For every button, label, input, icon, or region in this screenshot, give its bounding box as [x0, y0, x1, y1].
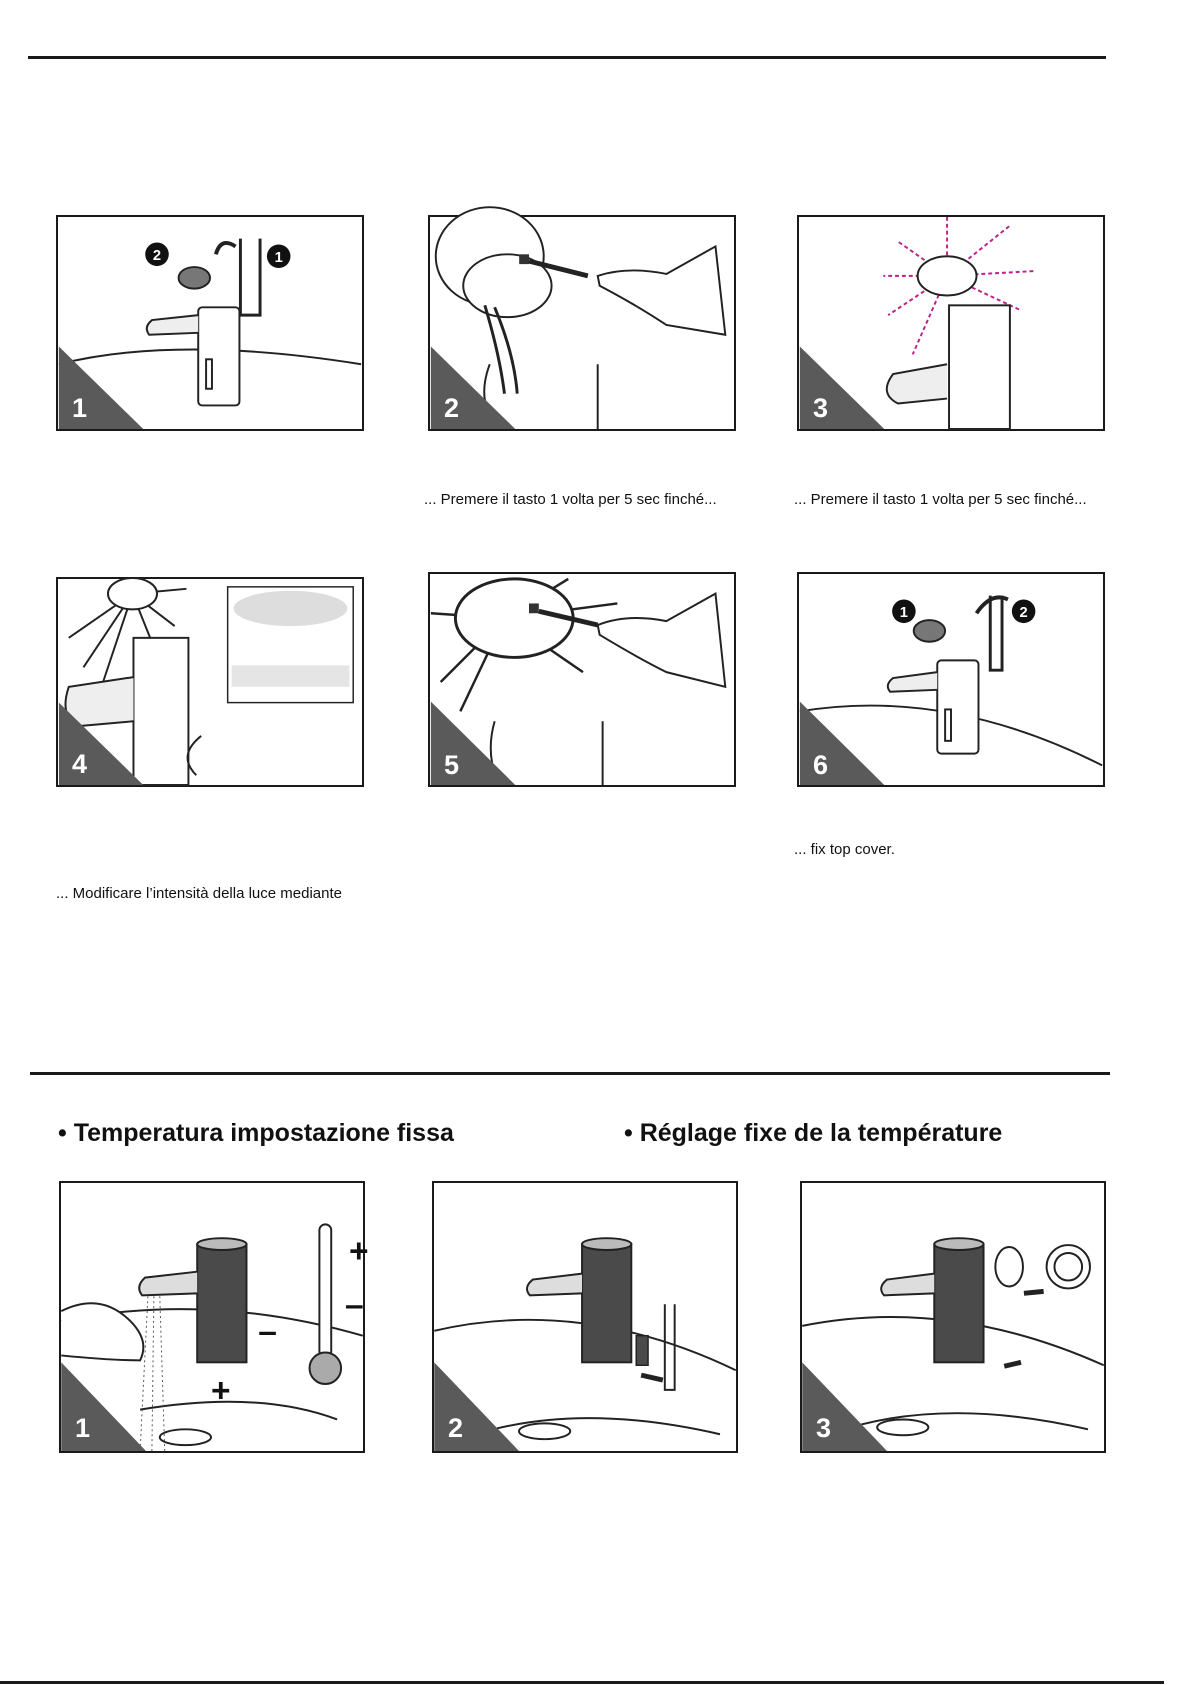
step-number: 1 [72, 393, 88, 423]
adjust-temperature-illustration [61, 1183, 369, 1451]
temp-step-panel-1 [59, 1181, 369, 1453]
step-panel-1 [56, 215, 364, 431]
press-button-confirm-illustration [430, 574, 734, 785]
section-rule [30, 1072, 1110, 1075]
step-3-caption: ... Premere il tasto 1 volta per 5 sec finché... [794, 491, 1087, 508]
minus-sign: – [345, 1287, 364, 1325]
insert-cartridge-illustration [802, 1183, 1104, 1451]
step-number: 5 [444, 750, 460, 780]
minus-sign: – [258, 1313, 277, 1351]
temp-step-panel-3 [800, 1181, 1106, 1453]
step-2-caption: ... Premere il tasto 1 volta per 5 sec finché... [424, 491, 717, 508]
step-number: 3 [813, 393, 829, 423]
step-number: 4 [72, 749, 88, 779]
plus-sign: + [348, 1232, 369, 1270]
temp-step-panel-2 [432, 1181, 738, 1453]
light-intensity-illustration [58, 579, 362, 785]
callout-2-label: 2 [1019, 605, 1028, 622]
step-number: 2 [448, 1413, 464, 1443]
led-flashing-illustration [799, 217, 1103, 429]
bottom-rule [0, 1681, 1164, 1684]
press-button-illustration [430, 217, 734, 429]
step-panel-6 [797, 572, 1105, 787]
step-panel-3 [797, 215, 1105, 431]
remove-cartridge-illustration [434, 1183, 736, 1451]
step-panel-5 [428, 572, 736, 787]
step-number: 1 [75, 1413, 91, 1443]
plus-sign: + [211, 1372, 231, 1410]
callout-1-label: 1 [899, 605, 908, 622]
section-heading-french: • Réglage fixe de la température [624, 1119, 1003, 1147]
callout-1-label: 1 [274, 250, 283, 267]
section-heading-italian: • Temperatura impostazione fissa [58, 1119, 454, 1147]
fix-top-cover-illustration [799, 574, 1103, 785]
step-panel-4 [56, 577, 364, 787]
step-number: 6 [813, 750, 829, 780]
top-rule [28, 56, 1106, 59]
faucet-remove-cover-illustration [58, 217, 362, 429]
callout-2-label: 2 [152, 248, 162, 265]
step-number: 3 [816, 1413, 832, 1443]
step-panel-2 [428, 215, 736, 431]
step-4-caption: ... Modificare l’intensità della luce mediante [56, 885, 342, 902]
step-number: 2 [444, 393, 460, 423]
step-6-caption: ... fix top cover. [794, 841, 895, 858]
